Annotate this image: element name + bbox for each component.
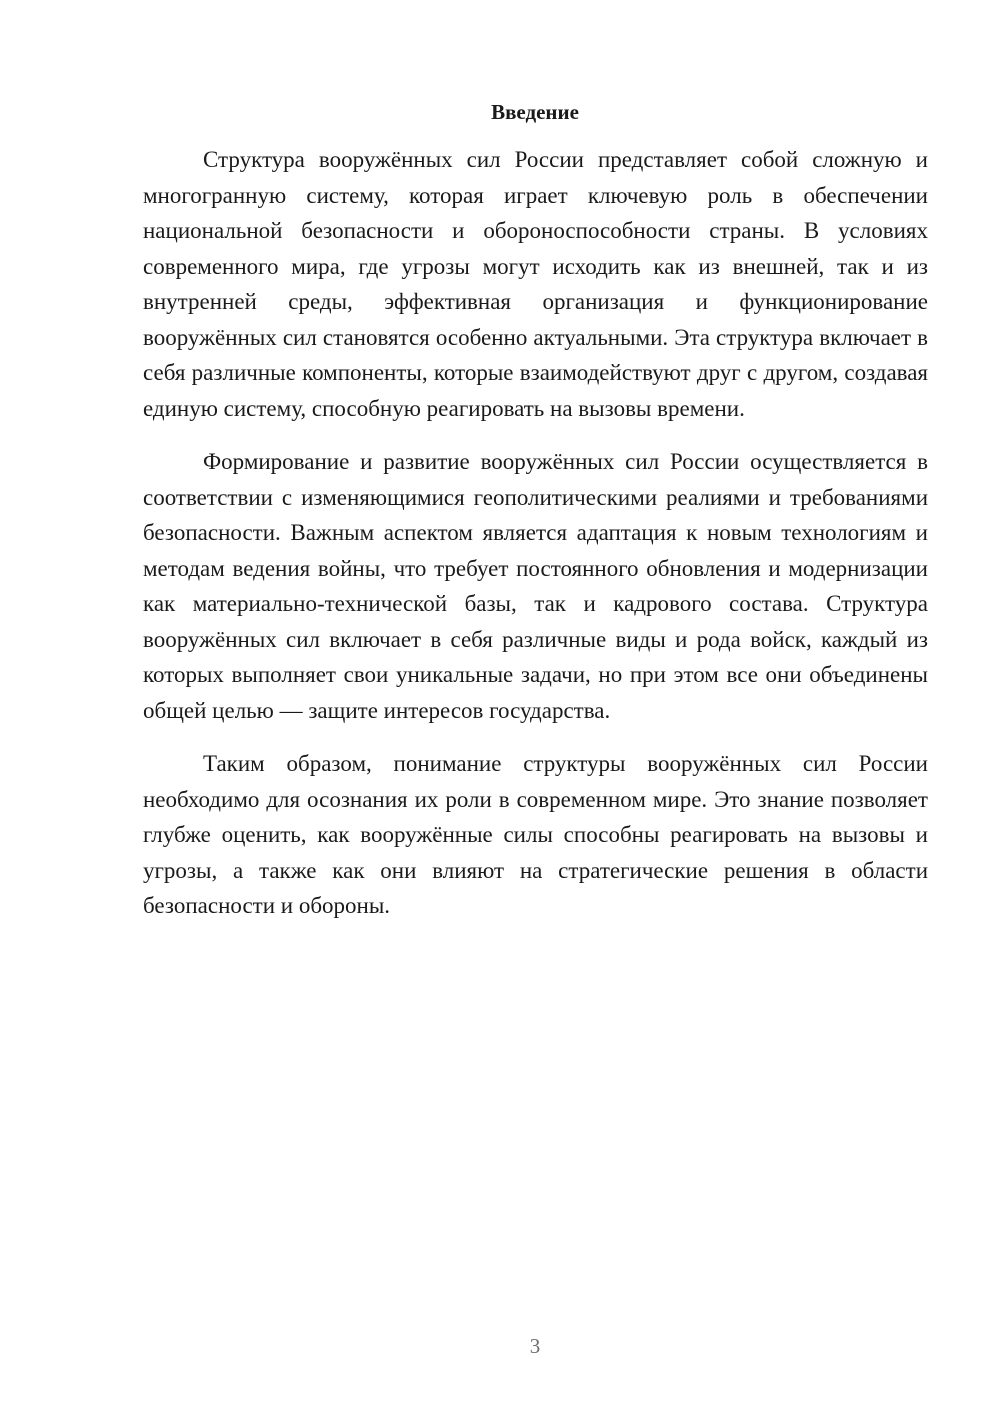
page-title: Введение xyxy=(491,100,579,124)
page-number: 3 xyxy=(529,1334,541,1358)
document-body xyxy=(143,142,928,942)
paragraph-3: Таким образом, понимание структуры вооружённых сил России необходимо для осознания их роли в современном мире. Это знание позволяет глубже оценить, как вооружённые силы способны реагировать на вызовы и угрозы, а также как они влияют на стратегические решения в области безопасности и обороны. xyxy=(143,751,928,918)
paragraph-2: Формирование и развитие вооружённых сил России осуществляется в соответствии с изменяющимися геополитическими реалиями и требованиями безопасности. Важным аспектом является адаптация к новым технологиям и методам ведения войны, что требует постоянного обновления и модернизации как материально-технической базы, так и кадрового состава. Структура вооружённых сил включает в себя различные виды и рода войск, каждый из которых выполняет свои уникальные задачи, но при этом все они объединены общей целью — защите интересов государства. xyxy=(143,449,928,723)
paragraph-1: Структура вооружённых сил России представляет собой сложную и многогранную систему, которая играет ключевую роль в обеспечении национальной безопасности и обороноспособности страны. В условиях современного мира, где угрозы могут исходить как из внешней, так и из внутренней среды, эффективная организация и функционирование вооружённых сил становятся особенно актуальными. Эта структура включает в себя различные компоненты, которые взаимодействуют друг с другом, создавая единую систему, способную реагировать на вызовы времени. xyxy=(143,147,928,421)
